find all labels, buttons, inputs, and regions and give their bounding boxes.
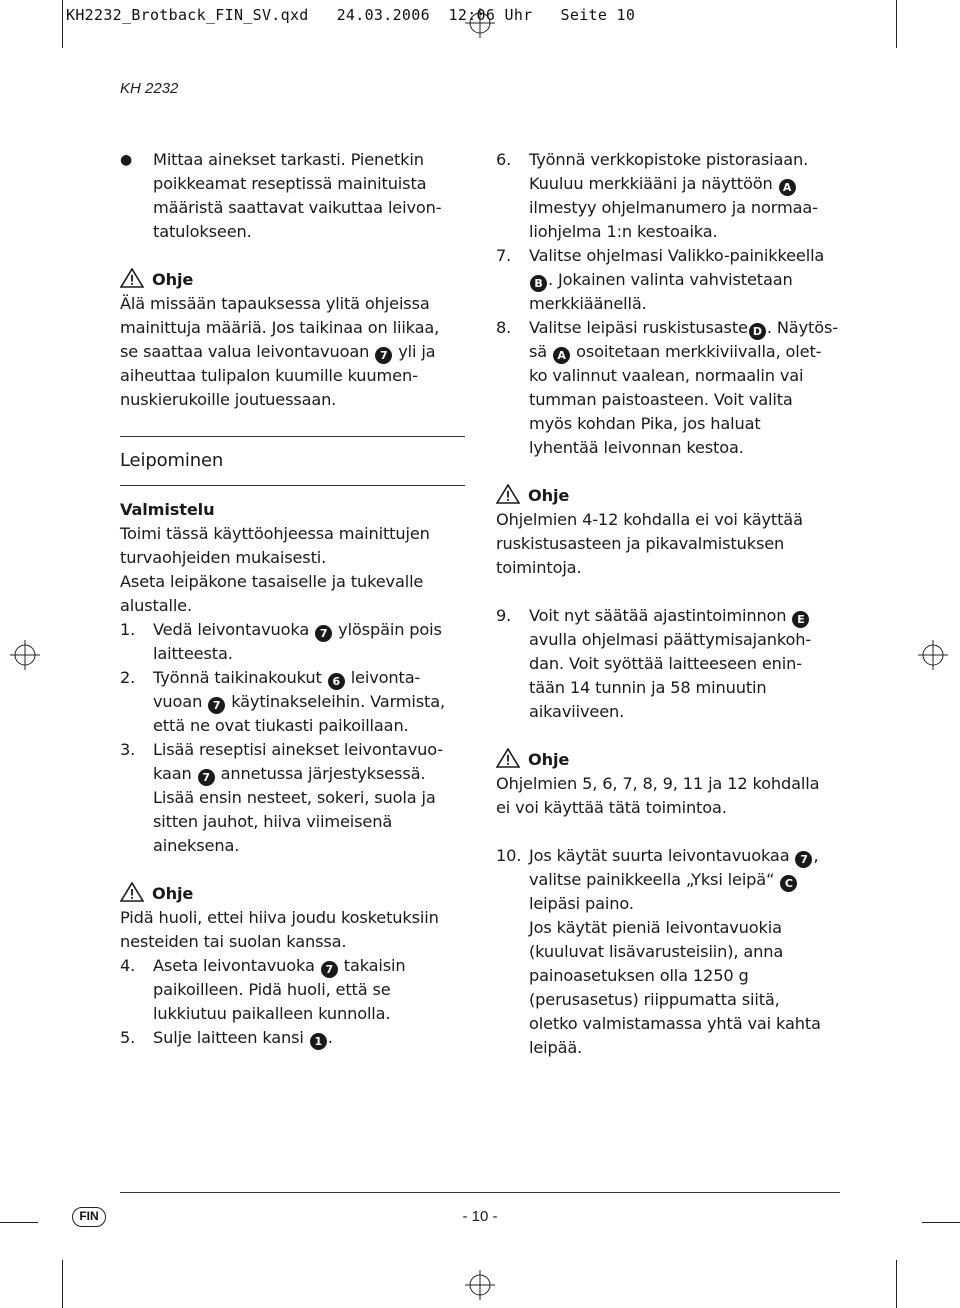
step-text: aikaviiveen. [529, 702, 625, 721]
step-text: ko valinnut vaalean, normaalin vai [529, 366, 804, 385]
part-badge-1: 1 [310, 1033, 327, 1050]
paragraph-line: Toimi tässä käyttöohjeessa mainittujen [120, 524, 430, 543]
bullet-text: määristä saattavat vaikuttaa leivon- [153, 198, 442, 217]
step-text: Jos käytät pieniä leivontavuokia [529, 918, 782, 937]
step-text: lukkiutuu paikalleen kunnolla. [153, 1004, 391, 1023]
paragraph-line: turvaohjeiden mukaisesti. [120, 548, 327, 567]
note-text: toimintoja. [496, 558, 582, 577]
note-text: ruskistusasteen ja pikavalmistuksen [496, 534, 785, 553]
step-text: laitteesta. [153, 644, 233, 663]
step-text: Lisää ensin nesteet, sokeri, suola ja [153, 788, 436, 807]
step-text: myös kohdan Pika, jos haluat [529, 414, 761, 433]
right-column [496, 148, 841, 1060]
step-item: 1. Vedä leivontavuoka 7 ylöspäin pois [120, 620, 442, 640]
language-badge: FIN [72, 1207, 106, 1227]
note-text: aiheuttaa tulipalon kuumille kuumen- [120, 366, 418, 385]
note-text: Ohjelmien 4-12 kohdalla ei voi käyttää [496, 510, 803, 529]
note-text: se saattaa valua leivontavuoan 7 yli ja [120, 342, 436, 362]
paragraph-line: alustalle. [120, 596, 192, 615]
part-badge-7: 7 [321, 961, 338, 978]
step-item: 9. Voit nyt säätää ajastintoiminnon E [496, 604, 841, 628]
warning-icon [120, 882, 144, 902]
step-text: tumman paistoasteen. Voit valita [529, 390, 793, 409]
step-item: 10. Jos käytät suurta leivontavuokaa 7 , [496, 846, 819, 866]
note-text: nuskierukoille joutuessaan. [120, 390, 337, 409]
button-badge-B: B [530, 275, 547, 292]
crop-mark [62, 0, 63, 48]
registration-mark-left [10, 640, 40, 670]
left-column [120, 148, 465, 1050]
part-badge-6: 6 [328, 673, 345, 690]
bullet-text: poikkeamat reseptissä mainituista [153, 174, 427, 193]
footer-rule [120, 1192, 840, 1193]
step-text: leipäsi paino. [529, 894, 634, 913]
bullet-icon: ● [120, 152, 133, 168]
step-text: ilmestyy ohjelmanumero ja normaa- [529, 198, 818, 217]
paragraph-line: Aseta leipäkone tasaiselle ja tukevalle [120, 572, 424, 591]
warning-icon [120, 268, 144, 288]
registration-mark-bottom [465, 1270, 495, 1300]
note-heading: Ohje [120, 882, 465, 906]
note-heading: Ohje [496, 748, 841, 772]
part-badge-7: 7 [375, 347, 392, 364]
button-badge-C: C [780, 875, 797, 892]
display-badge-A: A [779, 179, 796, 196]
file-slug: KH2232_Brotback_FIN_SV.qxd 24.03.2006 12:06 Uhr Seite 10 [66, 6, 636, 24]
subheading: Valmistelu [120, 500, 215, 519]
bullet-text: tatulokseen. [153, 222, 252, 241]
step-text: kaan 7 annetussa järjestyksessä. [153, 764, 426, 784]
crop-mark [922, 1222, 960, 1223]
note-heading: Ohje [496, 484, 841, 508]
note-heading: Ohje [120, 268, 465, 292]
step-text: dan. Voit syöttää laitteeseen enin- [529, 654, 802, 673]
step-text: Kuuluu merkkiääni ja näyttöön A [529, 172, 797, 196]
step-text: vuoan 7 käytinakseleihin. Varmista, [153, 692, 445, 712]
part-badge-7: 7 [315, 625, 332, 642]
step-item: 2. Työnnä taikinakoukut 6 leivonta- [120, 668, 421, 688]
registration-mark-right [918, 640, 948, 670]
step-text: leipää. [529, 1038, 583, 1057]
button-badge-D: D [749, 323, 766, 340]
crop-mark [896, 1260, 897, 1308]
step-text: sitten jauhot, hiiva viimeisenä [153, 812, 393, 831]
step-text: valitse painikkeella „Yksi leipä“ C [529, 868, 798, 892]
step-text: merkkiäänellä. [529, 294, 647, 313]
step-text: aineksena. [153, 836, 240, 855]
warning-icon [496, 484, 520, 504]
step-text: tään 14 tunnin ja 58 minuutin [529, 678, 767, 697]
model-number: KH 2232 [120, 80, 179, 97]
button-badge-E: E [792, 611, 809, 628]
part-badge-7: 7 [198, 769, 215, 786]
crop-mark [0, 1222, 38, 1223]
step-item: 3. Lisää reseptisi ainekset leivontavuo- [120, 740, 443, 759]
step-item: 7. Valitse ohjelmasi Valikko-painikkeella [496, 246, 825, 265]
crop-mark [62, 1260, 63, 1308]
step-text: paikoilleen. Pidä huoli, että se [153, 980, 391, 999]
warning-icon [496, 748, 520, 768]
note-text: Pidä huoli, ettei hiiva joudu kosketuksiin [120, 908, 439, 927]
step-text: sä A osoitetaan merkkiviivalla, olet- [529, 342, 822, 362]
step-text: oletko valmistamassa yhtä vai kahta [529, 1014, 821, 1033]
note-text: ei voi käyttää tätä toimintoa. [496, 798, 727, 817]
note-text: Älä missään tapauksessa ylitä ohjeissa [120, 294, 430, 313]
display-badge-A: A [553, 347, 570, 364]
step-text: B . Jokainen valinta vahvistetaan [529, 268, 793, 292]
part-badge-7: 7 [208, 697, 225, 714]
note-text: Ohjelmien 5, 6, 7, 8, 9, 11 ja 12 kohdalla [496, 774, 820, 793]
step-text: liohjelma 1:n kestoaika. [529, 222, 718, 241]
step-text: avulla ohjelmasi päättymisajankoh- [529, 630, 812, 649]
step-item: 8. Valitse leipäsi ruskistusaste D . Näytös- [496, 318, 838, 338]
bullet-item: ● Mittaa ainekset tarkasti. Pienetkin [120, 148, 465, 172]
crop-mark [896, 0, 897, 48]
step-item: 5. Sulje laitteen kansi 1 . [120, 1028, 333, 1048]
note-text: nesteiden tai suolan kanssa. [120, 932, 347, 951]
section-title: Leipominen [120, 450, 224, 471]
step-text: (perusasetus) riippumatta siitä, [529, 990, 780, 1009]
page-number: - 10 - [462, 1208, 498, 1225]
step-text: että ne ovat tiukasti paikoillaan. [153, 716, 409, 735]
step-text: lyhentää leivonnan kestoa. [529, 438, 744, 457]
step-item: 4. Aseta leivontavuoka 7 takaisin [120, 956, 406, 976]
step-text: (kuuluvat lisävarusteisiin), anna [529, 942, 784, 961]
note-text: mainittuja määriä. Jos taikinaa on liikaa, [120, 318, 440, 337]
part-badge-7: 7 [795, 851, 812, 868]
step-text: painoasetuksen olla 1250 g [529, 966, 749, 985]
step-item: 6. Työnnä verkkopistoke pistorasiaan. [496, 150, 809, 169]
